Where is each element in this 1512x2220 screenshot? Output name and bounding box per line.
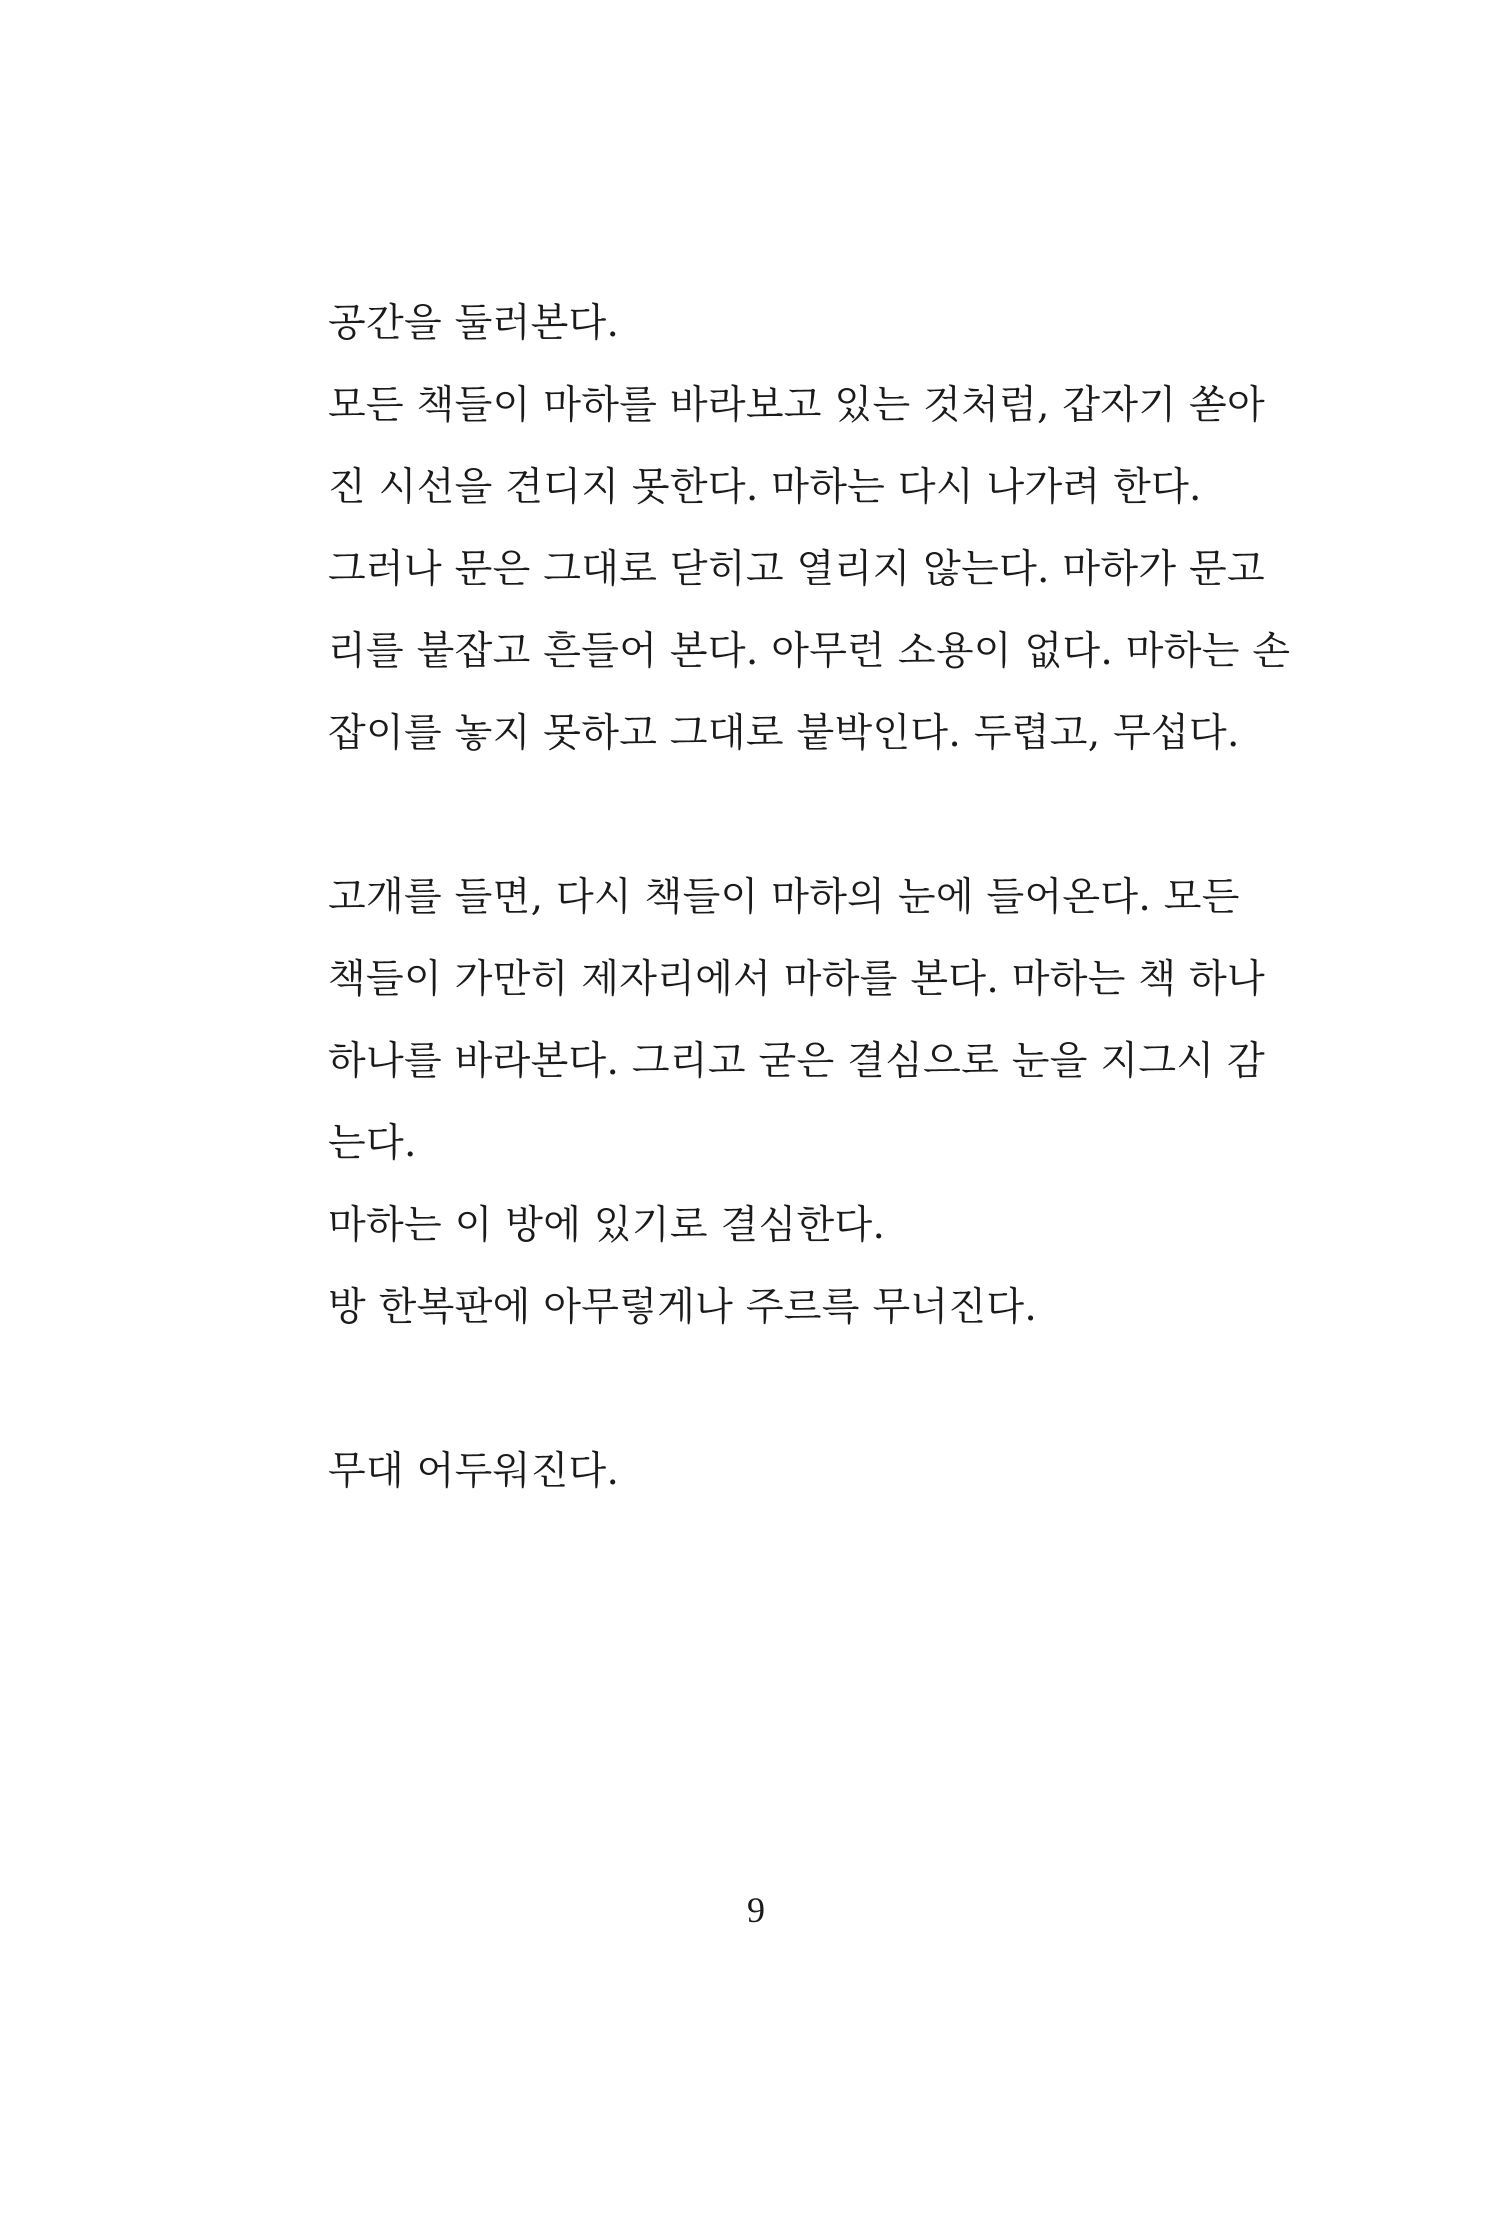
text-line: 고개를 들면, 다시 책들이 마하의 눈에 들어온다. 모든	[328, 875, 1240, 920]
text-line: 무대 어두워진다.	[328, 1449, 620, 1494]
text-line: 책들이 가만히 제자리에서 마하를 본다. 마하는 책 하나	[328, 957, 1266, 1002]
text-line: 는다.	[328, 1121, 417, 1166]
text-line: 공간을 둘러본다.	[328, 301, 620, 346]
text-line: 하나를 바라본다. 그리고 굳은 결심으로 눈을 지그시 감	[328, 1039, 1266, 1084]
text-line: 그러나 문은 그대로 닫히고 열리지 않는다. 마하가 문고	[328, 547, 1266, 592]
text-line: 마하는 이 방에 있기로 결심한다.	[328, 1203, 886, 1248]
page-number: 9	[747, 1890, 765, 1930]
text-line: 방 한복판에 아무렇게나 주르륵 무너진다.	[328, 1285, 1038, 1330]
text-line: 모든 책들이 마하를 바라보고 있는 것처럼, 갑자기 쏟아	[328, 383, 1266, 428]
text-line: 진 시선을 견디지 못한다. 마하는 다시 나가려 한다.	[328, 465, 1202, 510]
text-line: 잡이를 놓지 못하고 그대로 붙박인다. 두렵고, 무섭다.	[328, 711, 1240, 756]
text-line: 리를 붙잡고 흔들어 본다. 아무런 소용이 없다. 마하는 손	[328, 629, 1291, 674]
